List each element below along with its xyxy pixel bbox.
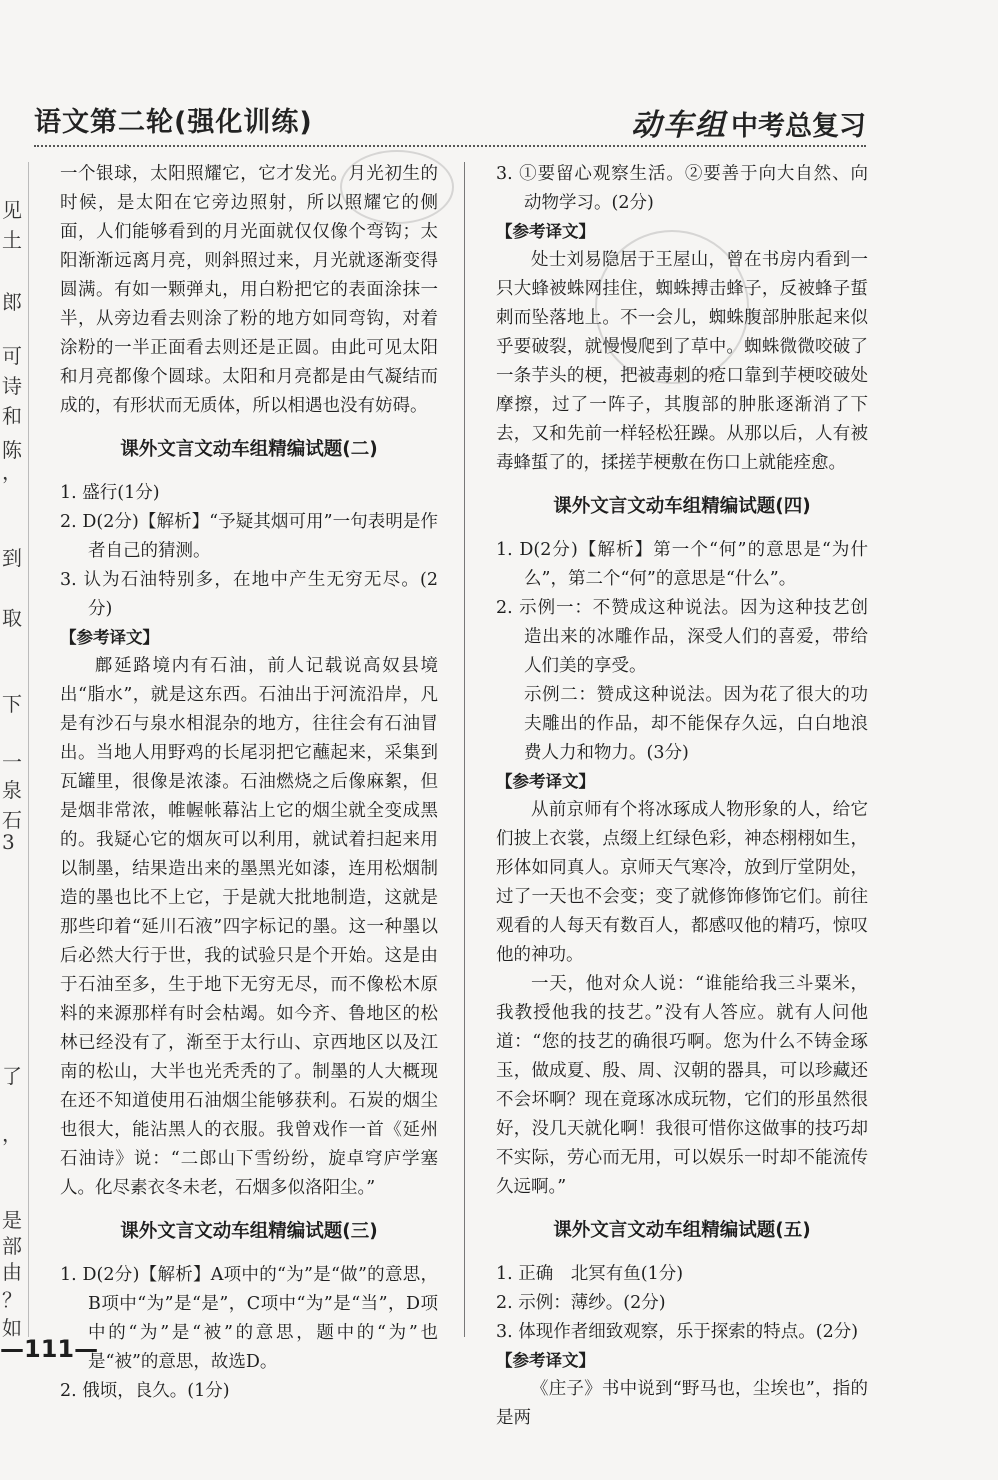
book-title: 语文第二轮(强化训练) <box>34 107 313 138</box>
answer-item: 1. 正确 北冥有鱼(1分) <box>496 1264 684 1284</box>
section-title-5: 课外文言文动车组精编试题(五) <box>553 1220 811 1241</box>
answer-item: 2. 示例一：不赞成这种说法。因为这种技艺创造出来的冰雕作品，深受人们的喜爱，带给人们美的享受。 <box>496 598 868 676</box>
page-number: —111— <box>0 1335 99 1363</box>
edge-char: 部 <box>2 1234 22 1258</box>
edge-char: 泉 <box>2 778 22 802</box>
reference-translation: 鄜延路境内有石油，前人记载说高奴县境出“脂水”，就是这东西。石油出于河流沿岸，凡是有沙石与泉水相混杂的地方，往往会有石油冒出。当地人用野鸡的长尾羽把它蘸起来，采集到瓦罐里，很像是浓漆。石油燃烧之后像麻絮，但是烟非常浓，帷幄帐幕沾上它的烟尘就全变成黑的。我疑心它的烟灰可以利用，就试着扫起来用以制墨，结果造出来的墨黑光如漆，连用松烟制造的墨也比不上它，于是就大批地制造，这就是那些印着“延川石液”四字标记的墨。这一种墨以后必然大行于世，我的试验只是个开始。这是由于石油至多，生于地下无穷无尽，而不像松木原料的来源那样有时会枯竭。如今齐、鲁地区的松林已经没有了，渐至于太行山、京西地区以及江南的松山，大半也光秃秃的了。制墨的人大概现在还不知道使用石油烟尘能够获利。石炭的烟尘也很大，能沾黑人的衣服。我曾戏作一首《延州石油诗》说：“二郎山下雪纷纷，旋卓穹庐学塞人。化尽素衣冬未老，石烟多似洛阳尘。” <box>60 656 438 1198</box>
answer-item: 3. 认为石油特别多，在地中产生无穷无尽。(2分) <box>60 570 438 619</box>
edge-char: 陈 <box>2 438 22 462</box>
edge-char: 见 <box>2 198 22 222</box>
section-title-3: 课外文言文动车组精编试题(三) <box>120 1221 378 1242</box>
edge-char: ， <box>2 460 22 484</box>
edge-char: 下 <box>2 692 22 716</box>
left-column <box>60 160 438 1406</box>
left-margin-rule <box>28 162 29 1337</box>
edge-char: 诗 <box>2 374 22 398</box>
answer-item: 2. 示例：薄纱。(2分) <box>496 1293 666 1313</box>
answer-item: 2. D(2分)【解析】“予疑其烟可用”一句表明是作者自己的猜测。 <box>60 512 438 561</box>
edge-char: ， <box>2 1122 22 1146</box>
series-title <box>631 100 866 144</box>
reference-translation-label: 【参考译文】 <box>496 222 595 241</box>
continued-translation: 一个银球，太阳照耀它，它才发光。月光初生的时候，是太阳在它旁边照射，所以照耀它的侧面，人们能够看到的月光面就仅仅像个弯钩；太阳渐渐远离月亮，则斜照过来，月光就逐渐变得圆满。有如一颗弹丸，用白粉把它的表面涂抹一半，从旁边看去则涂了粉的地方如同弯钩，对着涂粉的一半正面看去则还是正圆。由此可见太阳和月亮都像个圆球。太阳和月亮都是由气凝结而成的，有形状而无质体，所以相遇也没有妨碍。 <box>60 164 438 416</box>
edge-char: 3 <box>2 830 15 854</box>
answer-item: 3. 体现作者细致观察，乐于探索的特点。(2分) <box>496 1322 859 1342</box>
answer-item: 2. 俄顷，良久。(1分) <box>60 1381 230 1401</box>
edge-char: 了 <box>2 1064 22 1088</box>
edge-char: ？ <box>2 1288 22 1312</box>
section-title-4: 课外文言文动车组精编试题(四) <box>553 496 811 517</box>
reference-translation-label: 【参考译文】 <box>60 628 159 647</box>
reference-translation: 处士刘易隐居于王屋山，曾在书房内看到一只大蜂被蛛网挂住，蜘蛛搏击蜂子，反被蜂子蜇刺而坠落地上。不一会儿，蜘蛛腹部肿胀起来似乎要破裂，就慢慢爬到了草中。蜘蛛微微咬破了一条芋头的梗，把被毒刺的疮口靠到芋梗咬破处摩擦，过了一阵子，其腹部的肿胀逐渐消了下去，又和先前一样轻松狂躁。从那以后，人有被毒蜂蜇了的，揉搓芋梗敷在伤口上就能痊愈。 <box>496 250 868 473</box>
answer-item: 1. D(2分)【解析】A项中的“为”是“做”的意思，B项中“为”是“是”，C项中“为”是“当”，D项中的“为”是“被”的意思，题中的“为”也是“被”的意思，故选D。 <box>60 1265 438 1372</box>
edge-char: 一 <box>2 750 22 774</box>
reference-translation-label: 【参考译文】 <box>496 1351 595 1370</box>
section-title-2: 课外文言文动车组精编试题(二) <box>120 439 378 460</box>
answer-example-2: 示例二：赞成这种说法。因为花了很大的功夫雕出的作品，却不能保存久远，白白地浪费人力和物力。(3分) <box>524 685 868 763</box>
answer-item: 1. 盛行(1分) <box>60 483 160 503</box>
column-divider <box>464 162 465 1337</box>
reference-translation: 从前京师有个将冰琢成人物形象的人，给它们披上衣裳，点缀上红绿色彩，神态栩栩如生，形体如同真人。京师天气寒冷，放到厅堂阴处，过了一天也不会变；变了就修饰修饰它们。前往观看的人每天有数百人，都感叹他的精巧，惊叹他的神功。 <box>496 800 868 965</box>
edge-char: 土 <box>2 228 22 252</box>
edge-char: 和 <box>2 404 22 428</box>
series-logo: 动车组 <box>631 108 727 143</box>
reference-translation: 一天，他对众人说：“谁能给我三斗粟米，我教授他我的技艺。”没有人答应。就有人问他道：“您的技艺的确很巧啊。您为什么不铸金琢玉，做成夏、殷、周、汉朝的器具，可以珍藏还不会坏啊？现在竟琢冰成玩物，它们的形虽然很好，没几天就化啊！我很可惜你这做事的技巧却不实际，劳心而无用，可以娱乐一时却不能流传久远啊。” <box>496 974 868 1197</box>
edge-char: 由 <box>2 1260 22 1284</box>
reference-translation-label: 【参考译文】 <box>496 772 595 791</box>
edge-char: 如 <box>2 1316 22 1340</box>
answer-item: 1. D(2分)【解析】第一个“何”的意思是“为什么”，第二个“何”的意思是“什么”。 <box>496 540 868 589</box>
reference-translation: 《庄子》书中说到“野马也，尘埃也”，指的是两 <box>496 1379 868 1428</box>
edge-char: 取 <box>2 606 22 630</box>
edge-char: 是 <box>2 1208 22 1232</box>
edge-char: 石 <box>2 808 22 832</box>
edge-char: 郎 <box>2 290 22 314</box>
series-subtitle: 中考总复习 <box>731 111 866 142</box>
previous-page-edge <box>0 150 24 1340</box>
header-rule <box>34 145 866 147</box>
edge-char: 到 <box>2 546 22 570</box>
right-column <box>496 160 868 1433</box>
answer-item: 3. ①要留心观察生活。②要善于向大自然、向动物学习。(2分) <box>496 164 868 213</box>
edge-char: 可 <box>2 344 22 368</box>
